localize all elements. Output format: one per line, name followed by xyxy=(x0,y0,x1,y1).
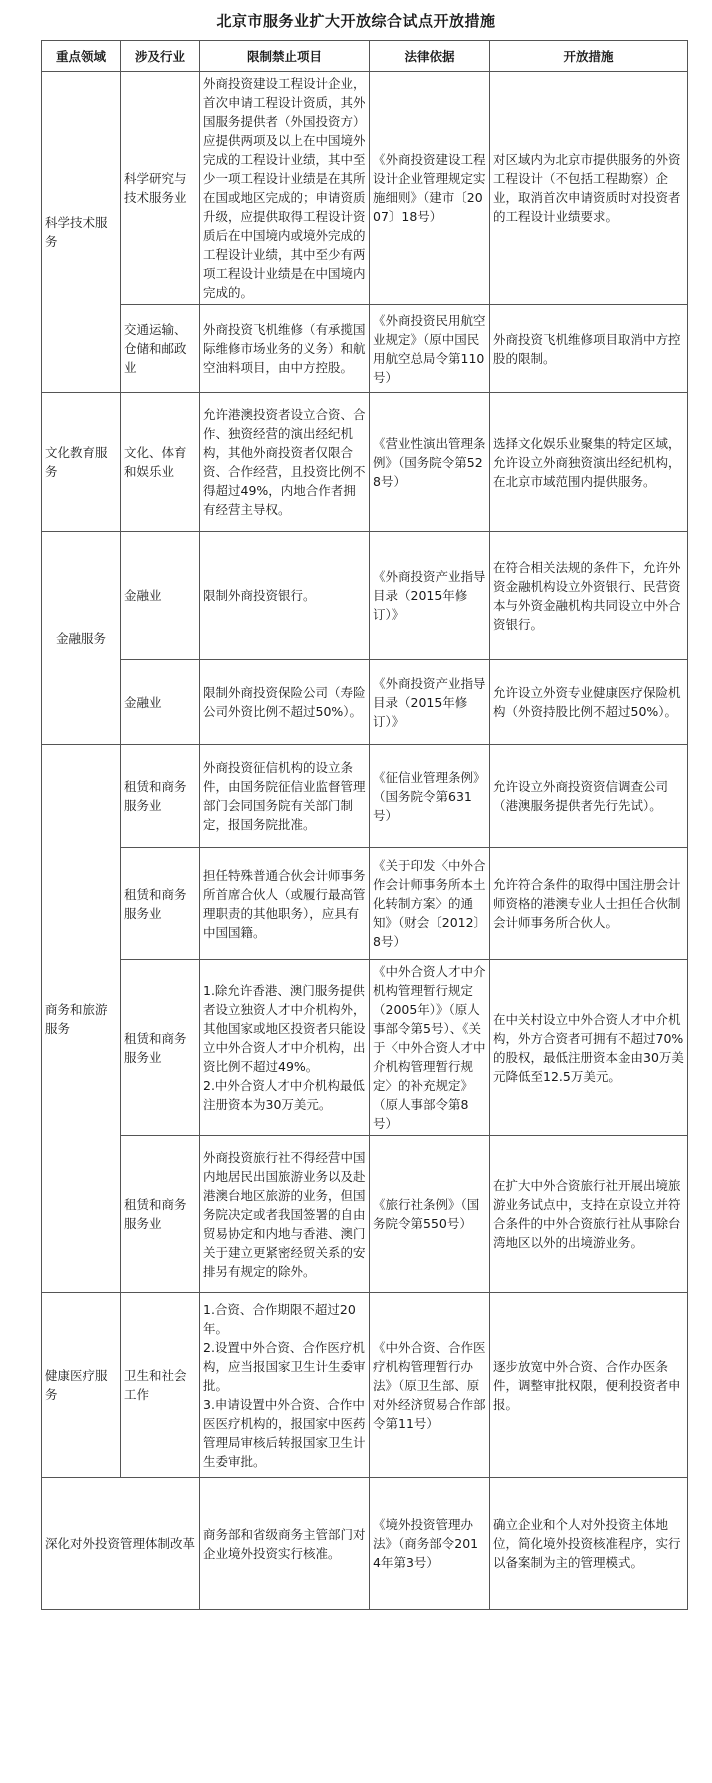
measures-table xyxy=(41,40,688,1610)
restriction-cell: 1.除允许香港、澳门服务提供者设立独资人才中介机构外，其他国家或地区投资者只能设立中外合资人才中介机构，出资比例不超过49%。 2.中外合资人才中介机构最低注册资本为30万美元。 xyxy=(200,960,370,1136)
basis-cell: 《外商投资产业指导目录（2015年修订）》 xyxy=(370,532,490,660)
industry-cell: 文化、体育和娱乐业 xyxy=(121,393,200,532)
restriction-cell: 外商投资飞机维修（有承揽国际维修市场业务的义务）和航空油料项目，由中方控股。 xyxy=(200,305,370,393)
measure-cell: 对区域内为北京市提供服务的外资工程设计（不包括工程勘察）企业，取消首次申请资质时对投资者的工程设计业绩要求。 xyxy=(490,72,688,305)
header-field: 重点领域 xyxy=(42,41,121,72)
restriction-cell: 担任特殊普通合伙会计师事务所首席合伙人（或履行最高管理职责的其他职务），应具有中国国籍。 xyxy=(200,848,370,960)
restriction-cell: 限制外商投资银行。 xyxy=(200,532,370,660)
field-cell: 健康医疗服务 xyxy=(42,1293,121,1478)
measure-cell: 允许符合条件的取得中国注册会计师资格的港澳专业人士担任合伙制会计师事务所合伙人。 xyxy=(490,848,688,960)
table-row xyxy=(42,1136,688,1293)
measure-cell: 在扩大中外合资旅行社开展出境旅游业务试点中，支持在京设立并符合条件的中外合资旅行社从事除台湾地区以外的出境游业务。 xyxy=(490,1136,688,1293)
field-cell: 深化对外投资管理体制改革 xyxy=(42,1478,200,1610)
table-row xyxy=(42,660,688,745)
header-industry: 涉及行业 xyxy=(121,41,200,72)
field-cell: 商务和旅游服务 xyxy=(42,745,121,1293)
basis-cell: 《外商投资产业指导目录（2015年修订）》 xyxy=(370,660,490,745)
measure-cell: 在符合相关法规的条件下，允许外资金融机构设立外资银行、民营资本与外资金融机构共同设立中外合资银行。 xyxy=(490,532,688,660)
basis-cell: 《外商投资建设工程设计企业管理规定实施细则》（建市〔2007〕18号） xyxy=(370,72,490,305)
header-row xyxy=(42,41,688,72)
header-basis: 法律依据 xyxy=(370,41,490,72)
industry-cell: 租赁和商务服务业 xyxy=(121,1136,200,1293)
basis-cell: 《中外合资人才中介机构管理暂行规定（2005年）》（原人事部令第5号）、《关于〈中外合资人才中介机构管理暂行规定〉的补充规定》（原人事部令第8号） xyxy=(370,960,490,1136)
document-title: 北京市服务业扩大开放综合试点开放措施 xyxy=(216,12,496,30)
industry-cell: 金融业 xyxy=(121,532,200,660)
restriction-cell: 外商投资旅行社不得经营中国内地居民出国旅游业务以及赴港澳台地区旅游的业务，但国务院决定或者我国签署的自由贸易协定和内地与香港、澳门关于建立更紧密经贸关系的安排另有规定的除外。 xyxy=(200,1136,370,1293)
header-restriction: 限制禁止项目 xyxy=(200,41,370,72)
table-row xyxy=(42,393,688,532)
basis-cell: 《中外合资、合作医疗机构管理暂行办法》（原卫生部、原对外经济贸易合作部令第11号） xyxy=(370,1293,490,1478)
measure-cell: 确立企业和个人对外投资主体地位，简化境外投资核准程序，实行以备案制为主的管理模式。 xyxy=(490,1478,688,1610)
table-row xyxy=(42,305,688,393)
industry-cell: 科学研究与技术服务业 xyxy=(121,72,200,305)
table-row xyxy=(42,745,688,848)
field-cell: 文化教育服务 xyxy=(42,393,121,532)
table-row xyxy=(42,960,688,1136)
industry-cell: 交通运输、仓储和邮政业 xyxy=(121,305,200,393)
industry-cell: 金融业 xyxy=(121,660,200,745)
measure-cell: 外商投资飞机维修项目取消中方控股的限制。 xyxy=(490,305,688,393)
measure-cell: 允许设立外商投资资信调查公司（港澳服务提供者先行先试）。 xyxy=(490,745,688,848)
restriction-cell: 限制外商投资保险公司（寿险公司外资比例不超过50%）。 xyxy=(200,660,370,745)
field-cell: 科学技术服务 xyxy=(42,72,121,393)
table-row xyxy=(42,1478,688,1610)
table-row xyxy=(42,72,688,305)
restriction-cell: 外商投资建设工程设计企业，首次申请工程设计资质，其外国服务提供者（外国投资方）应提供两项及以上在中国境外完成的工程设计业绩，其中至少一项工程设计业绩是在其所在国或地区完成的；申请资质升级，应提供取得工程设计资质后在中国境内或境外完成的工程设计业绩，其中至少有两项工程设计业绩是在中国境内完成的。 xyxy=(200,72,370,305)
industry-cell: 卫生和社会工作 xyxy=(121,1293,200,1478)
table-row xyxy=(42,532,688,660)
basis-cell: 《营业性演出管理条例》（国务院令第528号） xyxy=(370,393,490,532)
restriction-cell: 允许港澳投资者设立合资、合作、独资经营的演出经纪机构，其他外商投资者仅限合资、合作经营，且投资比例不得超过49%，内地合作者拥有经营主导权。 xyxy=(200,393,370,532)
restriction-cell: 商务部和省级商务主管部门对企业境外投资实行核准。 xyxy=(200,1478,370,1610)
measure-cell: 选择文化娱乐业聚集的特定区域，允许设立外商独资演出经纪机构，在北京市域范围内提供服务。 xyxy=(490,393,688,532)
industry-cell: 租赁和商务服务业 xyxy=(121,848,200,960)
basis-cell: 《征信业管理条例》（国务院令第631号） xyxy=(370,745,490,848)
table-row xyxy=(42,1293,688,1478)
restriction-cell: 外商投资征信机构的设立条件，由国务院征信业监督管理部门会同国务院有关部门制定，报国务院批准。 xyxy=(200,745,370,848)
field-cell: 金融服务 xyxy=(42,532,121,745)
basis-cell: 《境外投资管理办法》（商务部令2014年第3号） xyxy=(370,1478,490,1610)
basis-cell: 《外商投资民用航空业规定》（原中国民用航空总局令第110号） xyxy=(370,305,490,393)
measure-cell: 在中关村设立中外合资人才中介机构，外方合资者可拥有不超过70%的股权，最低注册资本金由30万美元降低至12.5万美元。 xyxy=(490,960,688,1136)
basis-cell: 《关于印发〈中外合作会计师事务所本土化转制方案〉的通知》（财会〔2012〕8号） xyxy=(370,848,490,960)
industry-cell: 租赁和商务服务业 xyxy=(121,745,200,848)
measure-cell: 允许设立外资专业健康医疗保险机构（外资持股比例不超过50%）。 xyxy=(490,660,688,745)
table-row xyxy=(42,848,688,960)
basis-cell: 《旅行社条例》（国务院令第550号） xyxy=(370,1136,490,1293)
restriction-cell: 1.合资、合作期限不超过20年。 2.设置中外合资、合作医疗机构，应当报国家卫生计生委审批。 3.申请设置中外合资、合作中医医疗机构的，报国家中医药管理局审核后转报国家卫生计生委审批。 xyxy=(200,1293,370,1478)
industry-cell: 租赁和商务服务业 xyxy=(121,960,200,1136)
header-measure: 开放措施 xyxy=(490,41,688,72)
measure-cell: 逐步放宽中外合资、合作办医条件，调整审批权限，便利投资者申报。 xyxy=(490,1293,688,1478)
